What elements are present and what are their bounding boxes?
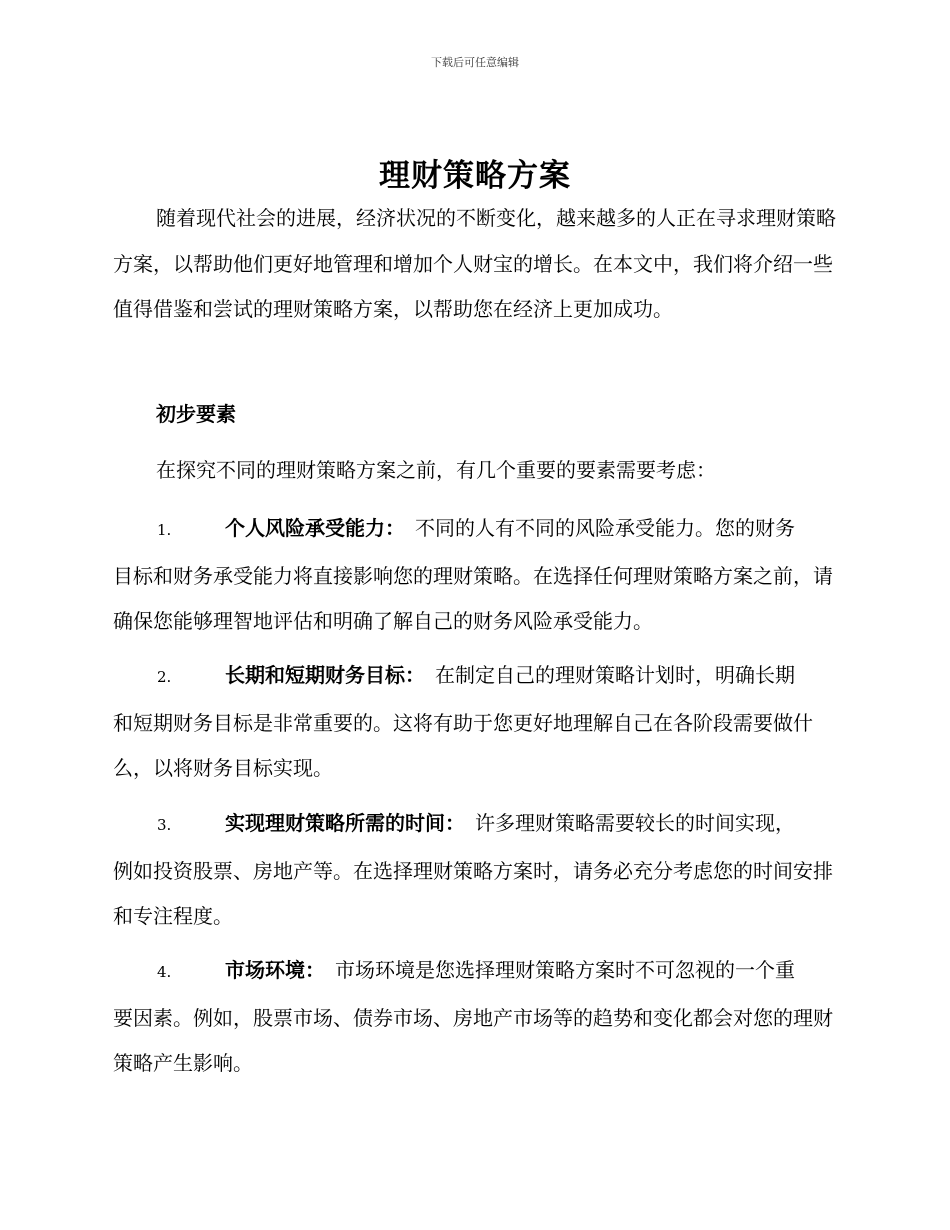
list-item bbox=[113, 948, 843, 1087]
list-item-text-continued: 目标和财务承受能力将直接影响您的理财策略。在选择任何理财策略方案之前，请确保您能够理智地评估和明确了解自己的财务风险承受能力。 bbox=[113, 563, 833, 633]
section-lead-text: 在探究不同的理财策略方案之前，有几个重要的要素需要考虑： bbox=[156, 458, 716, 482]
list-item-term: 市场环境： bbox=[225, 958, 325, 982]
intro-text: 随着现代社会的进展，经济状况的不断变化，越来越多的人正在寻求理财策略方案，以帮助他们更好地管理和增加个人财宝的增长。在本文中，我们将介绍一些值得借鉴和尝试的理财策略方案，以帮助您在经济上更加成功。 bbox=[113, 206, 836, 321]
list-item-text: 在制定自己的理财策略计划时，明确长期 bbox=[435, 663, 795, 687]
list-item bbox=[113, 801, 843, 940]
list-item-text-continued: 要因素。例如，股票市场、债券市场、房地产市场等的趋势和变化都会对您的理财策略产生影响。 bbox=[113, 1005, 833, 1075]
list-item-term: 长期和短期财务目标： bbox=[225, 663, 425, 687]
list-item bbox=[113, 506, 843, 645]
list-item-text: 市场环境是您选择理财策略方案时不可忽视的一个重 bbox=[335, 958, 795, 982]
section-heading: 初步要素 bbox=[156, 402, 236, 426]
list-item-term: 个人风险承受能力： bbox=[225, 516, 405, 540]
intro-paragraph bbox=[113, 196, 843, 333]
list-item-text-continued: 例如投资股票、房地产等。在选择理财策略方案时，请务必充分考虑您的时间安排和专注程度。 bbox=[113, 858, 833, 928]
list-item-text-continued: 和短期财务目标是非常重要的。这将有助于您更好地理解自己在各阶段需要做什么，以将财务目标实现。 bbox=[113, 710, 813, 780]
list-item-number: 3. bbox=[157, 816, 172, 834]
list-item-text: 许多理财策略需要较长的时间实现， bbox=[475, 811, 795, 835]
document-title: 理财策略方案 bbox=[379, 158, 571, 194]
list-item-term: 实现理财策略所需的时间： bbox=[225, 811, 465, 835]
list-item-number: 1. bbox=[157, 521, 172, 539]
list-item-number: 4. bbox=[157, 963, 172, 981]
list-item bbox=[113, 653, 843, 792]
list-item-text: 不同的人有不同的风险承受能力。您的财务 bbox=[415, 516, 795, 540]
list-item-number: 2. bbox=[157, 668, 172, 686]
page-header-note: 下载后可任意编辑 bbox=[431, 56, 519, 69]
